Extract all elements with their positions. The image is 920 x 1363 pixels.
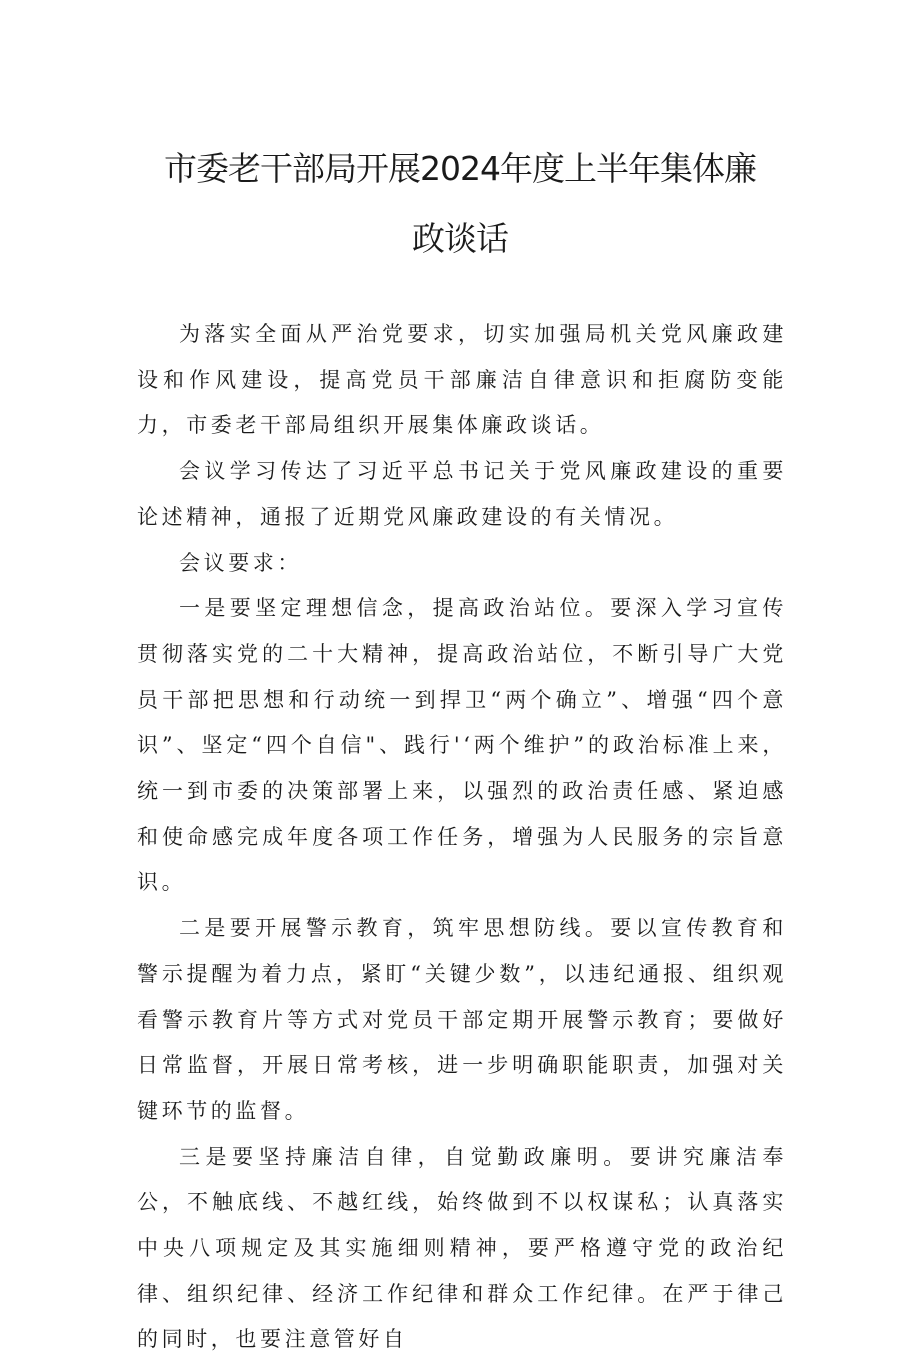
document-body	[137, 312, 787, 1363]
paragraph-point-one: 一是要坚定理想信念，提高政治站位。要深入学习宣传贯彻落实党的二十大精神，提高政治站位，不断引导广大党员干部把思想和行动统一到捍卫“两个确立”、增强“四个意识”、坚定“四个自信"、践行'‘两个维护”的政治标准上来，统一到市委的决策部署上来，以强烈的政治责任感、紧迫感和使命感完成年度各项工作任务，增强为人民服务的宗旨意识。	[137, 596, 787, 895]
paragraph-point-three: 三是要坚持廉洁自律，自觉勤政廉明。要讲究廉洁奉公，不触底线、不越红线，始终做到不以权谋私；认真落实中央八项规定及其实施细则精神，要严格遵守党的政治纪律、组织纪律、经济工作纪律和群众工作纪律。在严于律己的同时，也要注意管好自	[137, 1144, 787, 1352]
document-title-line-1: 市委老干部局开展2024年度上半年集体廉	[164, 149, 756, 188]
paragraph-meeting-content: 会议学习传达了习近平总书记关于党风廉政建设的重要论述精神，通报了近期党风廉政建设的有关情况。	[137, 459, 787, 529]
paragraph-point-two: 二是要开展警示教育，筑牢思想防线。要以宣传教育和警示提醒为着力点，紧盯“关键少数”，以违纪通报、组织观看警示教育片等方式对党员干部定期开展警示教育；要做好日常监督，开展日常考核，进一步明确职能职责，加强对关键环节的监督。	[137, 916, 787, 1123]
paragraph-meeting-requirements: 会议要求：	[179, 550, 302, 575]
document-title-line-2: 政谈话	[412, 219, 508, 258]
paragraph-intro: 为落实全面从严治党要求，切实加强局机关党风廉政建设和作风建设，提高党员干部廉洁自律意识和拒腐防变能力，市委老干部局组织开展集体廉政谈话。	[137, 322, 787, 438]
